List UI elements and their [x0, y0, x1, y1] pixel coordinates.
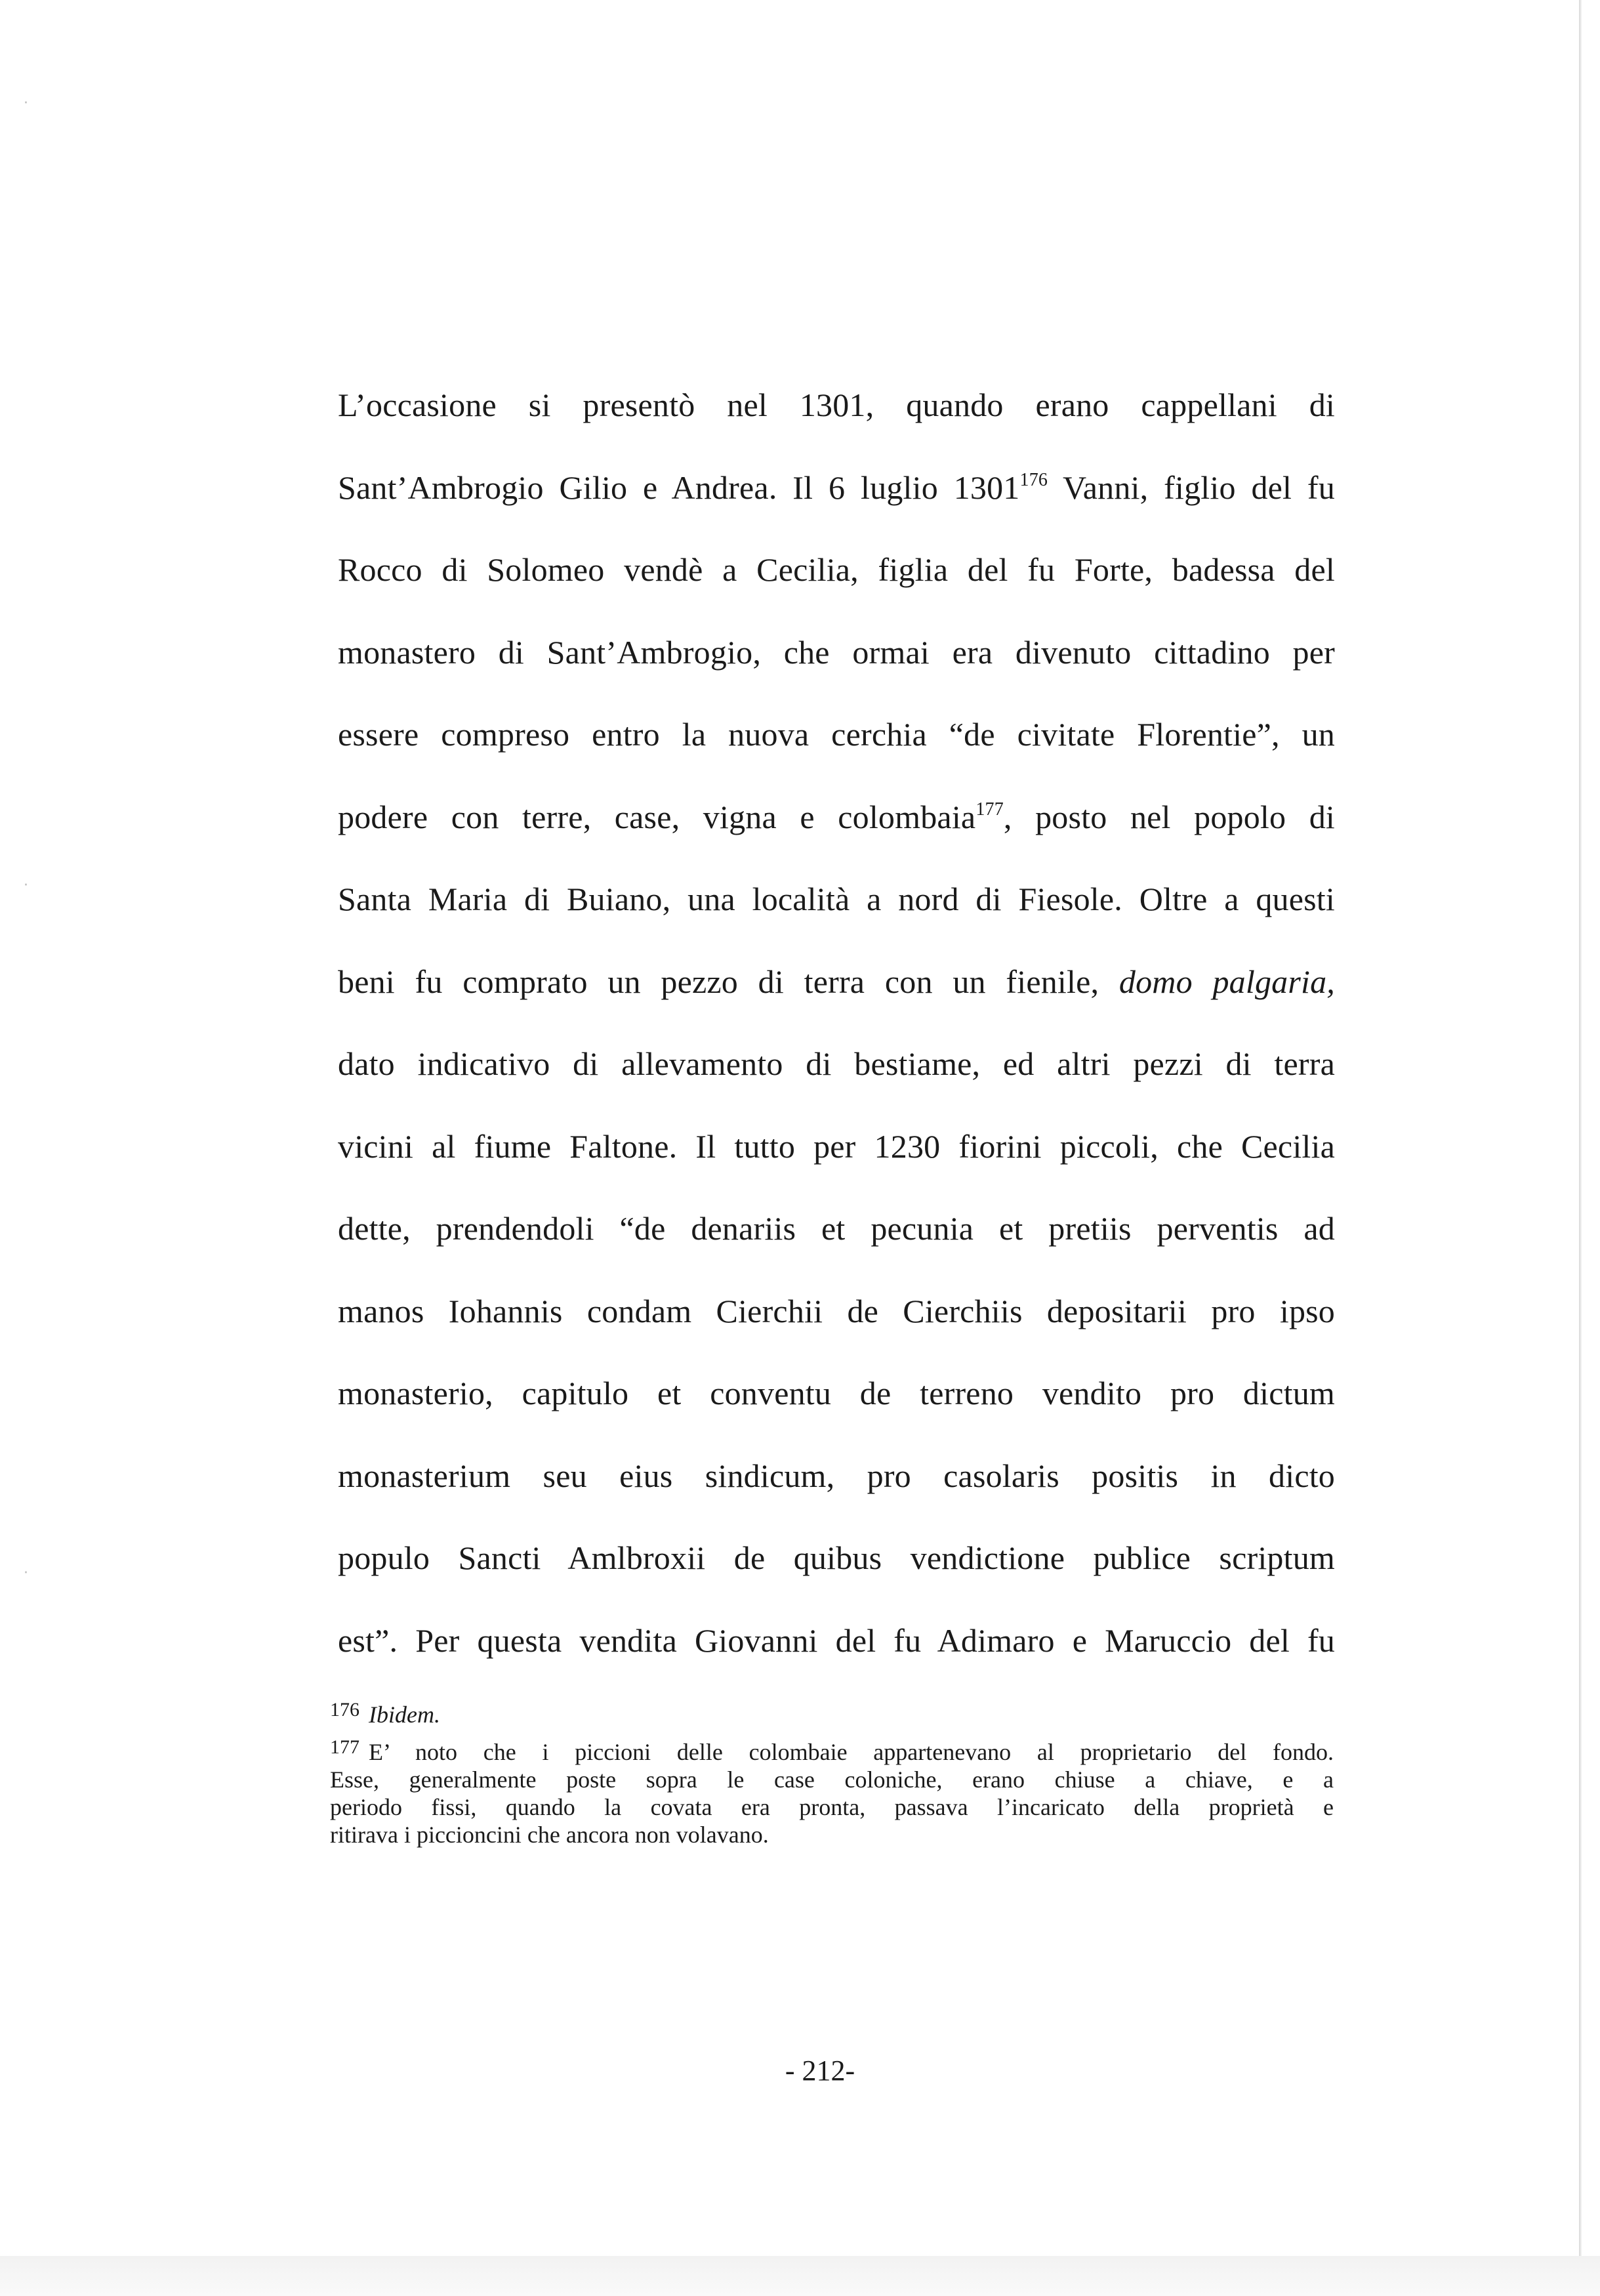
text-line: dato indicativo di allevamento di bestiame, ed altri pezzi di terra: [338, 1045, 1335, 1082]
text-line: est”. Per questa vendita Giovanni del fu Adimaro e Maruccio del fu: [338, 1621, 1335, 1659]
text-line: L’occasione si presentò nel 1301, quando erano cappellani di: [338, 386, 1335, 423]
footnote-text-line: ritirava i piccioncini che ancora non volavano.: [330, 1822, 769, 1848]
footnote-text-line: periodo fissi, quando la covata era pronta, passava l’incaricato della proprietà e: [330, 1794, 1334, 1820]
text-line: monasterium seu eius sindicum, pro casolaris positis in dicto: [338, 1457, 1335, 1494]
text-line: [338, 941, 1335, 1024]
footnote-text-line: Esse, generalmente poste sopra le case coloniche, erano chiuse a chiave, e a: [330, 1766, 1334, 1793]
footnote-ref-176[interactable]: 176: [1019, 469, 1048, 490]
page-number: - 212-: [785, 2055, 855, 2087]
page-edge-shadow: [1579, 0, 1582, 2257]
text-line: populo Sancti Amlbroxii de quibus vendictione publice scriptum: [338, 1539, 1335, 1576]
text-segment: Sant’Ambrogio Gilio e Andrea. Il 6 luglio 1301: [338, 469, 1020, 506]
footnote-number: 177: [330, 1736, 359, 1758]
text-line: manos Iohannis condam Cierchii de Cierchiis depositarii pro ipso: [338, 1292, 1335, 1329]
text-line: monastero di Sant’Ambrogio, che ormai era divenuto cittadino per: [338, 633, 1335, 671]
footnote-text: E’ noto che i piccioni delle colombaie appartenevano al proprietario del fondo.: [369, 1739, 1334, 1765]
binding-hole-mark: ‧: [24, 94, 28, 111]
footnotes: [330, 1696, 1334, 1848]
text-segment: beni fu comprato un pezzo di terra con un fienile,: [338, 963, 1099, 1000]
text-line: dette, prendendoli “de denariis et pecunia et pretiis perventis ad: [338, 1210, 1335, 1247]
footnote-text: Ibidem.: [369, 1701, 440, 1728]
text-segment: podere con terre, case, vigna e colombaia: [338, 798, 976, 835]
binding-hole-mark: ‧: [24, 877, 28, 893]
text-line: monasterio, capitulo et conventu de terreno vendito pro dictum: [338, 1375, 1335, 1411]
text-line: essere compreso entro la nuova cerchia “de civitate Florentie”, un: [338, 716, 1335, 753]
body-text: [338, 364, 1335, 1682]
footnote-ref-177[interactable]: 177: [975, 799, 1004, 820]
text-segment: , posto nel popolo di: [1003, 798, 1335, 835]
binding-hole-mark: ‧: [24, 1564, 28, 1581]
text-line: vicini al fiume Faltone. Il tutto per 1230 fiorini piccoli, che Cecilia: [338, 1127, 1335, 1165]
italic-phrase: domo palgaria,: [1118, 963, 1335, 1000]
page-bottom-shadow: [0, 2256, 1600, 2296]
text-segment: Vanni, figlio del fu: [1063, 469, 1335, 506]
footnote-number: 176: [330, 1699, 359, 1721]
footnote-177: [330, 1734, 1334, 1766]
footnote-176: [330, 1696, 1334, 1728]
text-line: Santa Maria di Buiano, una località a nord di Fiesole. Oltre a questi: [338, 881, 1335, 917]
text-line: [338, 447, 1335, 530]
text-line: Rocco di Solomeo vendè a Cecilia, figlia del fu Forte, badessa del: [338, 551, 1335, 588]
text-line: [338, 776, 1335, 859]
